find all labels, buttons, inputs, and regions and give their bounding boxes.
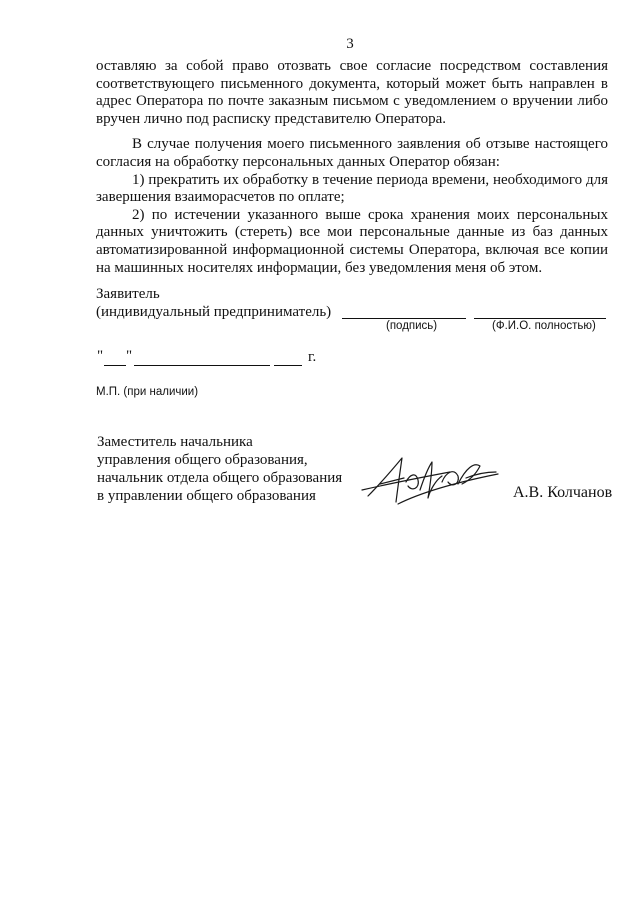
- date-day-field: [104, 365, 126, 366]
- paragraph-obligation-2: 2) по истечении указанного выше срока хранения моих персональных данных уничтожить (стереть) все мои персональные данные из баз данных автоматизированной информационной системы Оператора, включая все копии на машинных носителях информации, без уведомления меня об этом.: [96, 206, 608, 276]
- official-position-line-2: управления общего образования,: [97, 452, 308, 468]
- paragraph-withdraw-right: оставляю за собой право отозвать свое согласие посредством составления соответствующего письменного документа, который может быть направлен в адрес Оператора по почте заказным письмом с уведомлением о вручении либо вручен лично под расписку представителю Оператора.: [96, 58, 608, 127]
- full-name-caption: (Ф.И.О. полностью): [492, 320, 596, 332]
- date-month-field: [134, 365, 270, 366]
- applicant-label: Заявитель: [96, 286, 160, 302]
- applicant-type-label: (индивидуальный предприниматель): [96, 304, 332, 320]
- official-position-line-4: в управлении общего образования: [97, 488, 316, 504]
- date-quote-close: ": [126, 348, 133, 364]
- official-position-line-3: начальник отдела общего образования: [97, 470, 343, 486]
- full-name-field: [474, 318, 606, 319]
- paragraph-operator-obligations: В случае получения моего письменного заявления об отзыве настоящего согласия на обработку персональных данных Оператор обязан:: [96, 136, 608, 170]
- signature-caption: (подпись): [386, 320, 438, 332]
- official-position-line-1: Заместитель начальника: [97, 434, 253, 450]
- date-year-suffix: г.: [308, 349, 317, 365]
- stamp-note: М.П. (при наличии): [96, 386, 199, 398]
- handwritten-signature: [358, 454, 508, 512]
- date-year-field: [274, 365, 302, 366]
- page-number: 3: [346, 36, 354, 52]
- paragraph-obligation-1: 1) прекратить их обработку в течение периода времени, необходимого для завершения взаиморасчетов по оплате;: [96, 171, 608, 206]
- official-name: А.В. Колчанов: [513, 484, 613, 501]
- signature-field: [342, 318, 466, 319]
- consent-body: [96, 58, 608, 277]
- date-quote-open: ": [97, 348, 104, 364]
